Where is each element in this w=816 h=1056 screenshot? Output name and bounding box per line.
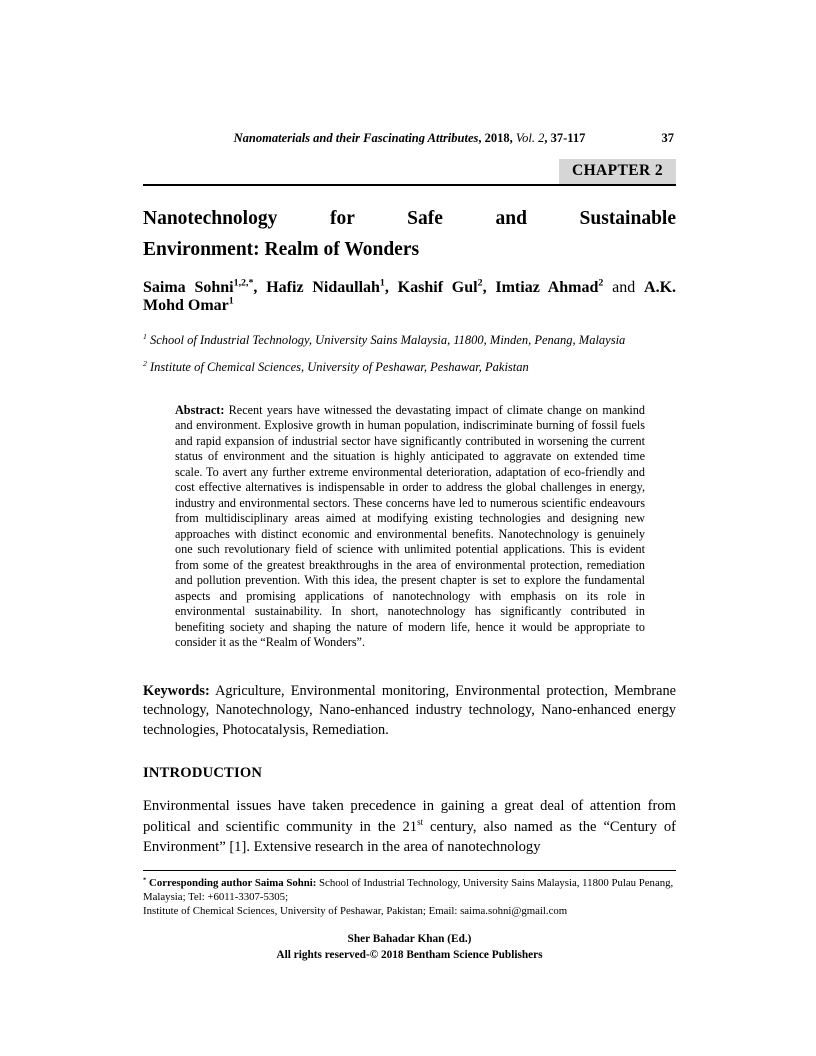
corresponding-author-note [143, 870, 676, 919]
keywords-label: Keywords: [143, 682, 210, 699]
chapter-label: CHAPTER 2 [559, 159, 676, 184]
footnote-line-2: Institute of Chemical Sciences, University of Peshawar, Pakistan; Email: saima.sohni@gmail.com [143, 905, 568, 918]
chapter-banner [143, 159, 676, 186]
affiliation-2-text: Institute of Chemical Sciences, University of Peshawar, Peshawar, Pakistan [146, 359, 529, 374]
chapter-title-line-2: Environment: Realm of Wonders [143, 239, 420, 261]
editor-line: Sher Bahadar Khan (Ed.) [347, 932, 472, 945]
keywords-block [143, 682, 676, 741]
publisher-footer [143, 932, 676, 964]
authors-line-2: Mohd Omar$^1$ [143, 295, 234, 314]
affiliation-1-marker: 1 [143, 331, 147, 341]
affiliation-1 [143, 331, 676, 349]
abstract-text: Recent years have witnessed the devastating impact of climate change on mankind and environment. Explosive growth in human population, indiscriminate burning of fossil fuels and rapid expansion of industrial sector have significantly contributed in worsening the current status of environment and the situation is highly anticipated to aggravate on extended time scale. To avert any further extreme environmental deterioration, adaptation of eco-friendly and cost effective alternatives is indispensable in order to address the global challenges in energy, industry and environmental sectors. These concerns have led to numerous scientific endeavours from multidisciplinary areas aimed at modifying existing technologies and designing new approaches with distinct economic and environmental benefits. Nanotechnology is genuinely one such revolutionary field of science with unlimited potential applications. This is evident from some of the greatest breakthroughs in the area of environmental protection, remediation and pollution prevention. With this idea, the present chapter is set to explore the fundamental aspects and promising applications of nanotechnology with emphasis on its role in environmental sustainability. In short, nanotechnology has significantly contributed in benefiting society and shaping the nature of modern life, hence it would be appropriate to consider it as the “Realm of Wonders”. [175, 402, 645, 650]
footnote-line-1: * Corresponding author Saima Sohni: School of Industrial Technology, University Sains Malaysia, 11800 Pulau Penang, Malaysia; Tel: +6011-3307-5305; [143, 876, 674, 904]
chapter-title-line-1: Nanotechnology for Safe and Sustainable [143, 208, 676, 230]
authors-line-1: Saima Sohni$^{1,2,*}$, Hafiz Nidaullah$^1$, Kashif Gul$^2$, Imtiaz Ahmad$^2$ and A.K. [143, 277, 677, 296]
running-header-text: Nanomaterials and their Fascinating Attributes, 2018, Vol. 2, 37-117 [233, 131, 586, 145]
affiliation-2-marker: 2 [143, 358, 147, 368]
section-heading-introduction: INTRODUCTION [143, 764, 263, 781]
affiliation-2 [143, 358, 676, 376]
introduction-paragraph: Environmental issues have taken precedence in gaining a great deal of attention from political and scientific community in the 21st century, also named as the “Century of Environment” [1]. Extensive research in the area of nanotechnology [143, 797, 677, 856]
copyright-line: All rights reserved-© 2018 Bentham Science Publishers [276, 948, 543, 961]
abstract-label: Abstract: [175, 402, 225, 417]
abstract-block [175, 403, 645, 651]
affiliation-1-text: School of Industrial Technology, University Sains Malaysia, 11800, Minden, Penang, Malaysia [146, 332, 626, 347]
page-number: 37 [661, 131, 674, 145]
chapter-title [143, 203, 676, 265]
running-header [143, 130, 676, 146]
keywords-text: Agriculture, Environmental monitoring, Environmental protection, Membrane technology, Nanotechnology, Nano-enhanced industry technology, Nano-enhanced energy technologies, Photocatalysis, Remediation. [143, 682, 676, 739]
